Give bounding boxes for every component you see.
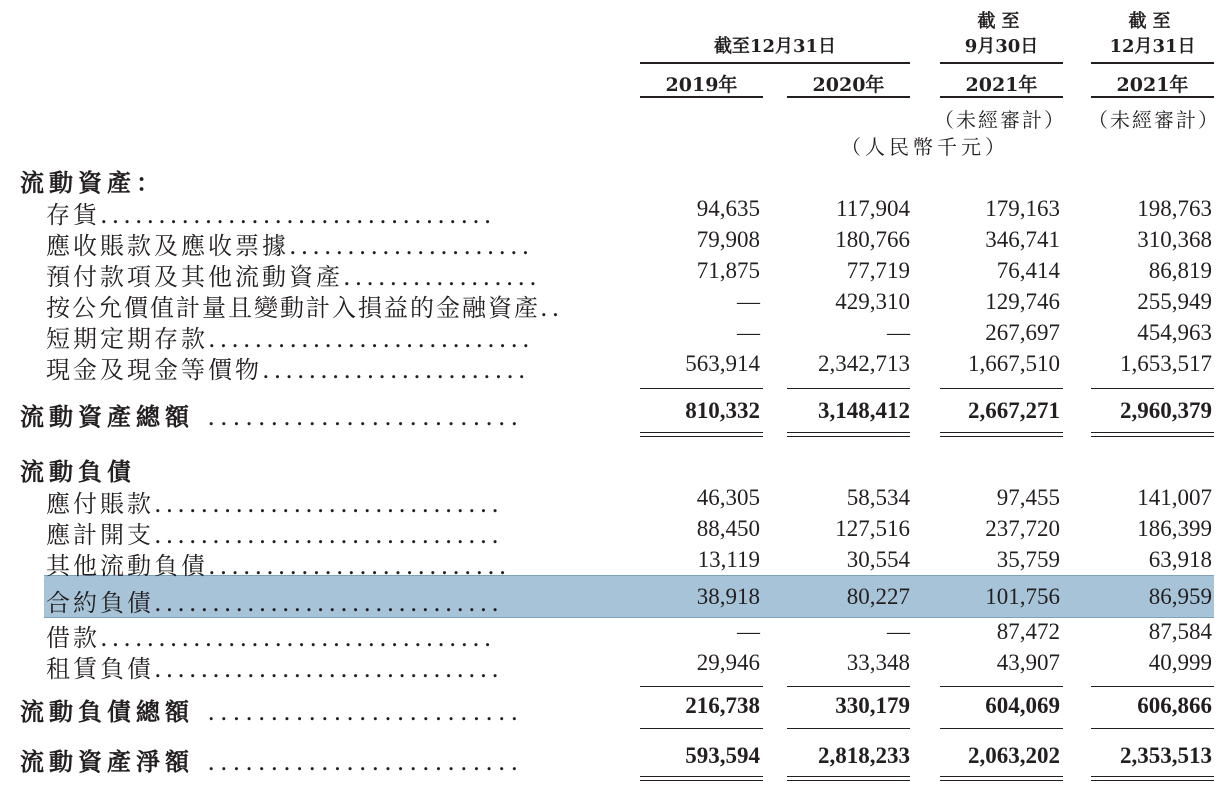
subtotal-rule-2019 xyxy=(640,388,763,389)
leader-dots: .............................. xyxy=(154,490,503,518)
table-row xyxy=(0,193,1223,229)
header-col3-top: 截至 xyxy=(977,11,1026,32)
row-label: 應付賬款 xyxy=(46,490,154,518)
cell-2019: 563,914 xyxy=(685,351,760,376)
cell-2020: 429,310 xyxy=(835,289,910,314)
cell-2019: 38,918 xyxy=(696,584,760,609)
table-row xyxy=(0,544,1223,580)
cell-2020: 330,179 xyxy=(835,693,910,718)
header-col4-top: 截至 xyxy=(1128,11,1177,32)
total-double-rule xyxy=(940,780,1063,781)
cell-2021-sep: 101,756 xyxy=(985,584,1060,609)
cell-2021-dec: 2,960,379 xyxy=(1120,398,1212,423)
cell-2021-sep: 76,414 xyxy=(996,258,1060,283)
cell-2019: 88,450 xyxy=(696,516,760,541)
leader-dots: ......................... xyxy=(207,748,524,776)
leader-dots: ....................... xyxy=(262,356,530,384)
subtotal-rule-2019 xyxy=(640,686,763,687)
cell-2020: 3,148,412 xyxy=(818,398,910,423)
cell-2020: 80,227 xyxy=(846,584,910,609)
cell-2021-dec: 255,949 xyxy=(1137,289,1212,314)
row-label: 應收賬款及應收票據 xyxy=(46,232,289,260)
subtotal-rule-2021-sep xyxy=(940,728,1063,729)
row-label: 存貨 xyxy=(46,201,100,229)
cell-2021-dec: 1,653,517 xyxy=(1120,351,1212,376)
cell-2020: 58,534 xyxy=(846,485,910,510)
cell-2021-sep: 2,063,202 xyxy=(968,743,1060,768)
row-label: 流動資產總額 xyxy=(20,402,194,431)
cell-2019: 79,908 xyxy=(696,227,760,252)
subtotal-rule-2020 xyxy=(787,728,910,729)
cell-2021-sep: 346,741 xyxy=(985,227,1060,252)
row-label: 現金及現金等價物 xyxy=(46,356,262,384)
cell-2019: 593,594 xyxy=(685,743,760,768)
cell-2021-sep: 604,069 xyxy=(985,693,1060,718)
cell-2021-sep: 1,667,510 xyxy=(968,351,1060,376)
cell-2021-sep: 35,759 xyxy=(996,547,1060,572)
cell-2021-dec: 86,959 xyxy=(1148,584,1212,609)
cell-2019: 810,332 xyxy=(685,398,760,423)
cell-2019: 13,119 xyxy=(697,547,760,572)
cell-2021-sep: 43,907 xyxy=(996,650,1060,675)
leader-dots: .. xyxy=(540,294,564,322)
header-rule-2020 xyxy=(787,96,910,98)
subtotal-rule-2020 xyxy=(787,686,910,687)
cell-2019: 29,946 xyxy=(696,650,760,675)
total-double-rule xyxy=(940,436,1063,437)
cell-2021-dec: 2,353,513 xyxy=(1120,743,1212,768)
table-row xyxy=(0,616,1223,652)
subtotal-rule-2021-dec xyxy=(1091,728,1214,729)
subtotal-rule-2021-dec xyxy=(1091,686,1214,687)
row-label: 流動負債總額 xyxy=(20,697,194,726)
leader-dots: ............................ xyxy=(208,325,534,353)
cell-2020: 117,904 xyxy=(836,196,910,221)
cell-2020: 127,516 xyxy=(835,516,910,541)
total-double-rule xyxy=(1091,776,1214,777)
total-double-rule xyxy=(1091,432,1214,433)
subtotal-rule-2021-sep xyxy=(940,686,1063,687)
table-row-total xyxy=(0,395,1223,431)
cell-2021-dec: 186,399 xyxy=(1137,516,1212,541)
leader-dots: ..................... xyxy=(289,232,534,260)
header-col3-date: 9月30日 xyxy=(964,36,1039,57)
row-label: 流動資產淨額 xyxy=(20,747,194,776)
table-row-highlighted xyxy=(0,581,1223,617)
unaudited-note-col3: （未經審計） xyxy=(934,108,1066,132)
cell-2020: — xyxy=(887,320,910,345)
header-rule-2019 xyxy=(640,96,763,98)
year-2020: 2020年 xyxy=(812,74,885,96)
total-double-rule xyxy=(787,776,910,777)
total-double-rule xyxy=(640,436,763,437)
leader-dots: .............................. xyxy=(154,521,503,549)
cell-2020: — xyxy=(887,619,910,644)
cell-2020: 180,766 xyxy=(835,227,910,252)
cell-2021-dec: 310,368 xyxy=(1137,227,1212,252)
cell-2019: 71,875 xyxy=(696,258,760,283)
cell-2021-sep: 179,163 xyxy=(985,196,1060,221)
cell-2021-sep: 267,697 xyxy=(985,320,1060,345)
cell-2019: — xyxy=(737,320,760,345)
total-double-rule xyxy=(640,776,763,777)
year-2021-sep: 2021年 xyxy=(965,74,1038,96)
subtotal-rule-2021-sep xyxy=(940,388,1063,389)
table-row xyxy=(0,482,1223,518)
total-double-rule xyxy=(640,780,763,781)
leader-dots: ......................... xyxy=(207,403,524,431)
table-row xyxy=(0,513,1223,549)
cell-2021-dec: 141,007 xyxy=(1137,485,1212,510)
table-row xyxy=(0,647,1223,683)
cell-2021-dec: 606,866 xyxy=(1137,693,1212,718)
cell-2021-dec: 40,999 xyxy=(1148,650,1212,675)
table-row-net xyxy=(0,740,1223,776)
leader-dots: .............................. xyxy=(154,655,503,683)
cell-2021-dec: 198,763 xyxy=(1137,196,1212,221)
subtotal-rule-2019 xyxy=(640,728,763,729)
cell-2021-sep: 87,472 xyxy=(996,619,1060,644)
year-2021-dec: 2021年 xyxy=(1116,74,1189,96)
cell-2021-sep: 129,746 xyxy=(985,289,1060,314)
cell-2021-sep: 97,455 xyxy=(996,485,1060,510)
total-double-rule xyxy=(1091,780,1214,781)
cell-2020: 2,818,233 xyxy=(818,743,910,768)
row-label: 應計開支 xyxy=(46,521,154,549)
cell-2019: — xyxy=(737,289,760,314)
cell-2020: 2,342,713 xyxy=(818,351,910,376)
header-rule-group xyxy=(640,62,910,64)
row-label: 合約負債 xyxy=(46,589,154,617)
header-rule-col4 xyxy=(1091,62,1214,64)
cell-2021-dec: 87,584 xyxy=(1148,619,1212,644)
currency-unit: （人民幣千元） xyxy=(841,135,1009,159)
total-double-rule xyxy=(1091,436,1214,437)
header-group-title: 截至12月31日 xyxy=(713,36,837,57)
table-row-total xyxy=(0,690,1223,726)
cell-2021-sep: 2,667,271 xyxy=(968,398,1060,423)
total-double-rule xyxy=(940,432,1063,433)
row-label: 借款 xyxy=(46,624,100,652)
total-double-rule xyxy=(640,432,763,433)
leader-dots: .................................. xyxy=(100,201,496,229)
table-row xyxy=(0,224,1223,260)
row-label: 其他流動負債 xyxy=(46,552,208,580)
header-rule-col3 xyxy=(940,62,1063,64)
row-label: 租賃負債 xyxy=(46,655,154,683)
total-double-rule xyxy=(787,436,910,437)
leader-dots: .......................... xyxy=(208,552,511,580)
row-label: 按公允價值計量且變動計入損益的金融資產 xyxy=(46,294,540,322)
total-double-rule xyxy=(940,776,1063,777)
row-label: 短期定期存款 xyxy=(46,325,208,353)
table-row xyxy=(0,348,1223,384)
total-double-rule xyxy=(787,432,910,433)
cell-2020: 33,348 xyxy=(846,650,910,675)
header-rule-2021-dec xyxy=(1091,96,1214,98)
table-row xyxy=(0,255,1223,291)
leader-dots: .............................. xyxy=(154,589,503,617)
header-rule-2021-sep xyxy=(940,96,1063,98)
cell-2019: 216,738 xyxy=(685,693,760,718)
cell-2021-dec: 63,918 xyxy=(1148,547,1212,572)
row-label: 預付款項及其他流動資產 xyxy=(46,263,343,291)
year-2019: 2019年 xyxy=(665,74,738,96)
cell-2021-dec: 454,963 xyxy=(1137,320,1212,345)
header-col4-date: 12月31日 xyxy=(1109,36,1196,57)
leader-dots: ......................... xyxy=(207,698,524,726)
cell-2019: 94,635 xyxy=(696,196,760,221)
section-current-liabilities: 流動負債 xyxy=(20,457,136,486)
section-current-assets: 流動資產： xyxy=(20,168,165,197)
subtotal-rule-2020 xyxy=(787,388,910,389)
cell-2021-sep: 237,720 xyxy=(985,516,1060,541)
table-row xyxy=(0,317,1223,353)
unaudited-note-col4: （未經審計） xyxy=(1088,108,1220,132)
cell-2019: — xyxy=(737,619,760,644)
cell-2020: 30,554 xyxy=(846,547,910,572)
leader-dots: ................. xyxy=(343,263,541,291)
cell-2020: 77,719 xyxy=(846,258,910,283)
cell-2019: 46,305 xyxy=(696,485,760,510)
table-row xyxy=(0,286,1223,322)
subtotal-rule-2021-dec xyxy=(1091,388,1214,389)
cell-2021-dec: 86,819 xyxy=(1148,258,1212,283)
leader-dots: .................................. xyxy=(100,624,496,652)
total-double-rule xyxy=(787,780,910,781)
